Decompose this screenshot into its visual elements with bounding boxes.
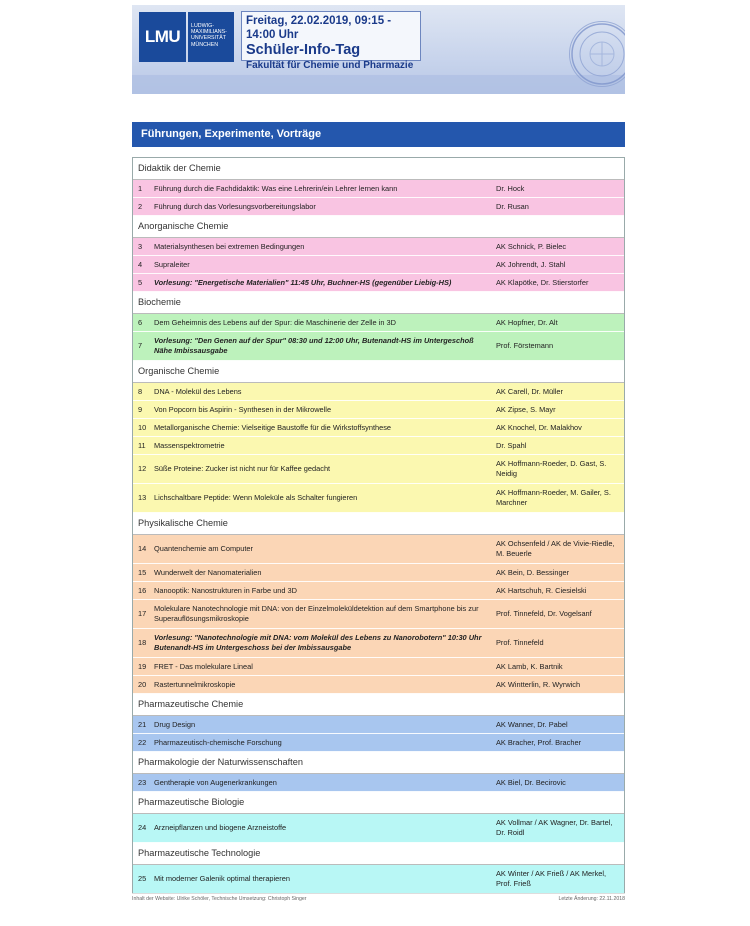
table-row <box>133 455 624 484</box>
table-row <box>133 600 624 629</box>
row-responsible: AK Hartschuh, R. Ciesielski <box>496 585 587 595</box>
row-responsible: AK Schnick, P. Bielec <box>496 241 567 251</box>
row-number: 8 <box>138 386 143 396</box>
category-header: Pharmazeutische Technologie <box>133 843 624 865</box>
row-title: DNA - Molekül des Lebens <box>154 386 242 396</box>
category-header: Pharmazeutische Biologie <box>133 792 624 814</box>
table-row <box>133 180 624 198</box>
row-responsible: AK Zipse, S. Mayr <box>496 404 556 414</box>
row-title: Arzneipflanzen und biogene Arzneistoffe <box>154 823 287 832</box>
row-title: Nanooptik: Nanostrukturen in Farbe und 3D <box>154 585 297 595</box>
row-title: Dem Geheimnis des Lebens auf der Spur: die Maschinerie der Zelle in 3D <box>154 317 396 327</box>
category-header: Physikalische Chemie <box>133 513 624 535</box>
row-title: Molekulare Nanotechnologie mit DNA: von der Einzelmoleküldetektion auf dem Smartphone bis zur Superauflösungsmikroskopie <box>154 604 479 623</box>
row-responsible: AK Wanner, Dr. Pabel <box>496 719 568 729</box>
table-row <box>133 332 624 361</box>
table-row <box>133 629 624 658</box>
row-title: Supraleiter <box>154 259 190 269</box>
category-header: Didaktik der Chemie <box>133 158 624 180</box>
row-number: 6 <box>138 317 143 327</box>
row-title: Mit moderner Galenik optimal therapieren <box>154 874 290 883</box>
row-number: 13 <box>138 493 147 502</box>
row-number: 11 <box>138 440 146 450</box>
row-number: 17 <box>138 609 147 618</box>
table-row <box>133 314 624 332</box>
row-number: 1 <box>138 183 143 193</box>
category-header: Pharmazeutische Chemie <box>133 694 624 716</box>
table-row <box>133 256 624 274</box>
category-header: Organische Chemie <box>133 361 624 383</box>
table-row <box>133 734 624 752</box>
row-responsible: AK Biel, Dr. Becirovic <box>496 777 566 787</box>
row-responsible: Dr. Spahl <box>496 440 527 450</box>
row-number: 12 <box>138 464 147 473</box>
row-number: 2 <box>138 201 143 211</box>
event-date: Freitag, 22.02.2019, 09:15 - 14:00 Uhr <box>246 15 392 41</box>
row-title: Führung durch die Fachdidaktik: Was eine Lehrerin/ein Lehrer lernen kann <box>154 183 398 193</box>
footer-last-modified: Letzte Änderung: 22.11.2018 <box>558 896 625 902</box>
table-row <box>133 774 624 792</box>
row-title: Metallorganische Chemie: Vielseitige Baustoffe für die Wirkstoffsynthese <box>154 422 392 432</box>
table-row <box>133 383 624 401</box>
row-number: 20 <box>138 679 147 689</box>
row-responsible: AK Lamb, K. Bartnik <box>496 661 563 671</box>
row-title: Vorlesung: "Energetische Materialien" 11:45 Uhr, Buchner-HS (gegenüber Liebig-HS) <box>154 277 452 287</box>
row-responsible: AK Carell, Dr. Müller <box>496 386 563 396</box>
row-responsible: Prof. Tinnefeld <box>496 638 544 647</box>
row-title: FRET - Das molekulare Lineal <box>154 661 253 671</box>
row-number: 24 <box>138 823 147 832</box>
row-responsible: AK Bein, D. Bessinger <box>496 567 570 577</box>
row-responsible: AK Ochsenfeld / AK de Vivie-Riedle, M. Beuerle <box>496 539 615 558</box>
event-title-box <box>241 11 421 71</box>
table-row <box>133 716 624 734</box>
table-row <box>133 535 624 564</box>
row-number: 7 <box>138 341 143 350</box>
row-number: 15 <box>138 567 147 577</box>
page-header <box>132 5 625 94</box>
faculty-name: Fakultät für Chemie und Pharmazie <box>246 60 414 71</box>
row-number: 25 <box>138 874 147 883</box>
row-number: 23 <box>138 777 147 787</box>
table-row <box>133 419 624 437</box>
row-responsible: AK Klapötke, Dr. Stierstorfer <box>496 277 589 287</box>
row-responsible: Dr. Rusan <box>496 201 529 211</box>
row-title: Materialsynthesen bei extremen Bedingungen <box>154 241 305 251</box>
row-title: Rastertunnelmikroskopie <box>154 679 236 689</box>
lmu-logo-text[interactable] <box>188 12 234 62</box>
row-responsible: AK Hopfner, Dr. Alt <box>496 317 558 327</box>
row-number: 19 <box>138 661 147 671</box>
row-responsible: AK Johrendt, J. Stahl <box>496 259 566 269</box>
row-title: Massenspektrometrie <box>154 440 225 450</box>
row-number: 4 <box>138 259 143 269</box>
table-row <box>133 198 624 216</box>
row-number: 22 <box>138 737 147 747</box>
header-band <box>132 75 625 94</box>
row-number: 18 <box>138 638 147 647</box>
program-table <box>132 157 625 894</box>
row-responsible: AK Hoffmann-Roeder, M. Gailer, S. Marchner <box>496 488 611 507</box>
row-title: Gentherapie von Augenerkrankungen <box>154 777 277 787</box>
row-responsible: AK Hoffmann-Roeder, D. Gast, S. Neidig <box>496 459 607 478</box>
table-row <box>133 238 624 256</box>
table-row <box>133 658 624 676</box>
row-number: 9 <box>138 404 143 414</box>
page-footer <box>132 893 625 907</box>
row-responsible: AK Bracher, Prof. Bracher <box>496 737 582 747</box>
row-title: Pharmazeutisch-chemische Forschung <box>154 737 282 747</box>
row-responsible: AK Wintterlin, R. Wyrwich <box>496 679 581 689</box>
table-row <box>133 814 624 843</box>
table-row <box>133 865 624 893</box>
row-title: Vorlesung: "Den Genen auf der Spur" 08:30 und 12:00 Uhr, Butenandt-HS im Untergeschoß Nähe Imbissausgabe <box>154 336 474 355</box>
row-title: Wunderwelt der Nanomaterialien <box>154 567 262 577</box>
row-number: 16 <box>138 585 147 595</box>
section-title: Führungen, Experimente, Vorträge <box>132 122 625 147</box>
row-number: 14 <box>138 544 147 553</box>
row-number: 3 <box>138 241 143 251</box>
row-title: Süße Proteine: Zucker ist nicht nur für Kaffee gedacht <box>154 464 331 473</box>
table-row <box>133 564 624 582</box>
row-title: Drug Design <box>154 719 196 729</box>
row-title: Von Popcorn bis Aspirin - Synthesen in der Mikrowelle <box>154 404 332 414</box>
table-row <box>133 582 624 600</box>
row-responsible: Dr. Hock <box>496 183 525 193</box>
table-row <box>133 437 624 455</box>
logo-line: LUDWIG- <box>191 23 214 29</box>
row-responsible: AK Winter / AK Frieß / AK Merkel, Prof. Frieß <box>496 869 607 888</box>
row-responsible: AK Knochel, Dr. Malakhov <box>496 422 582 432</box>
row-number: 5 <box>138 277 143 287</box>
table-row <box>133 401 624 419</box>
row-number: 21 <box>138 719 147 729</box>
footer-credits: Inhalt der Website: Ulrike Schöler, Technische Umsetzung: Christoph Singer <box>132 896 307 902</box>
event-title: Schüler-Info-Tag <box>246 42 361 58</box>
row-number: 10 <box>138 422 147 432</box>
row-title: Quantenchemie am Computer <box>154 544 254 553</box>
category-header: Anorganische Chemie <box>133 216 624 238</box>
category-header: Pharmakologie der Naturwissenschaften <box>133 752 624 774</box>
table-row <box>133 484 624 513</box>
row-title: Lichschaltbare Peptide: Wenn Moleküle als Schalter fungieren <box>154 493 358 502</box>
logo-line: MAXIMILIANS- <box>191 29 227 36</box>
lmu-logo[interactable]: LMU <box>139 12 186 62</box>
table-row <box>133 274 624 292</box>
table-row <box>133 676 624 694</box>
logo-line: MÜNCHEN <box>191 41 219 48</box>
row-responsible: Prof. Förstemann <box>496 341 554 350</box>
row-title: Vorlesung: "Nanotechnologie mit DNA: vom Molekül des Lebens zu Nanorobotern" 10:30 Uhr Butenandt-HS im Untergeschoss bei der Imbissausgabe <box>154 633 482 652</box>
logo-line: UNIVERSITÄT <box>191 35 227 42</box>
row-responsible: AK Vollmar / AK Wagner, Dr. Bartel, Dr. Roidl <box>496 818 613 837</box>
row-title: Führung durch das Vorlesungsvorbereitungslabor <box>154 201 316 211</box>
row-responsible: Prof. Tinnefeld, Dr. Vogelsanf <box>496 609 592 618</box>
category-header: Biochemie <box>133 292 624 314</box>
